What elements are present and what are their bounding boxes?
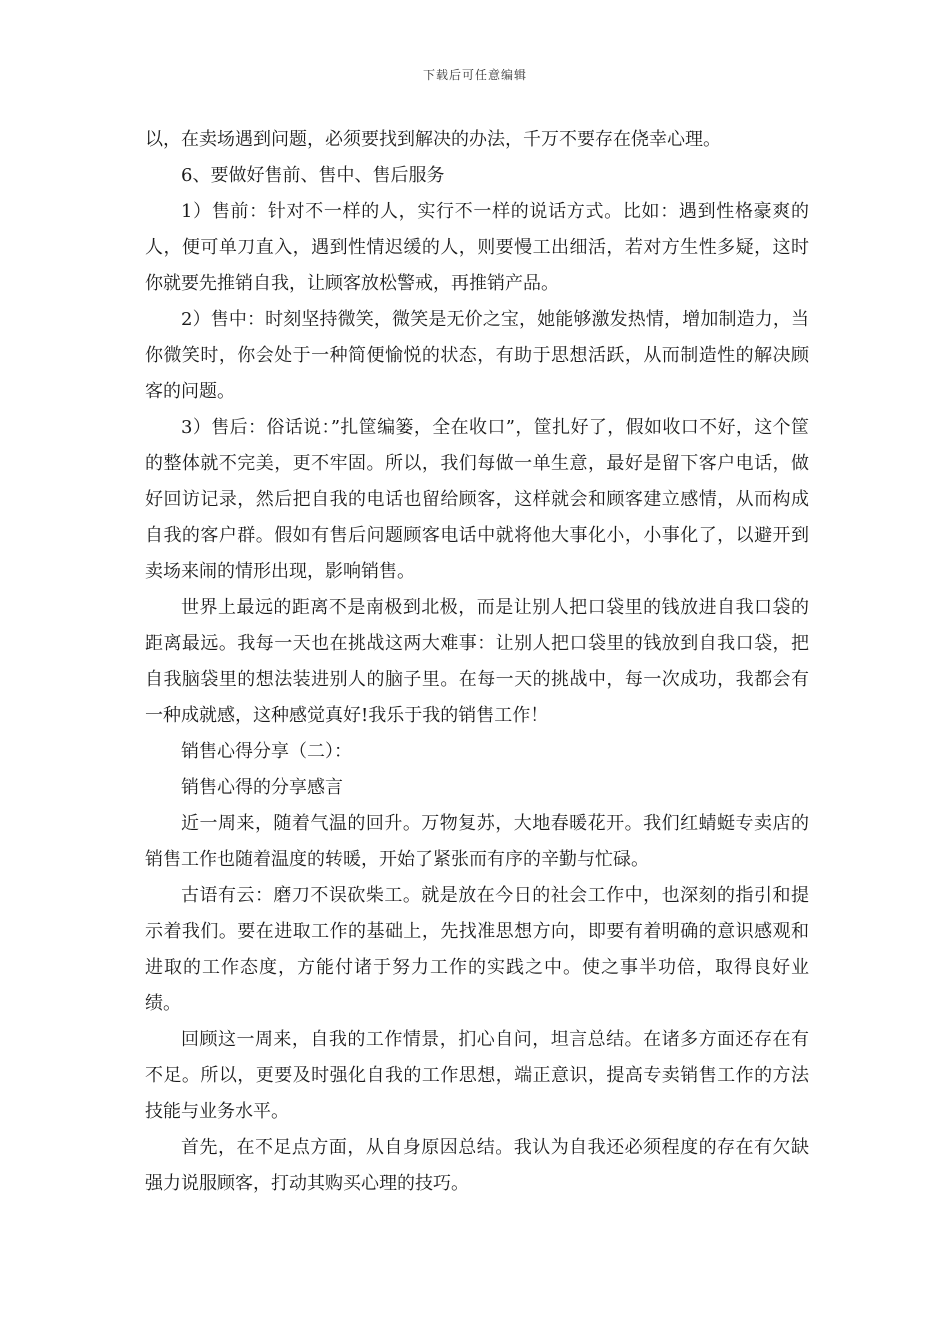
section-heading-part-two: 销售心得分享（二）： [181, 741, 352, 762]
paragraph-continuation: 以，在卖场遇到问题，必须要找到解决的办法，千万不要存在侥幸心理。 [145, 129, 721, 150]
paragraph-distance: 世界上最远的距离不是南极到北极，而是让别人把口袋里的钱放进自我口袋的距离最远。我每一天也在挑战这两大难事：让别人把口袋里的钱放到自我口袋，把自我脑袋里的想法装进别人的脑子里。在每一天的挑战中，每一次成功，我都会有一种成就感，这种感觉真好!我乐于我的销售工作！ [145, 597, 809, 726]
paragraph-week-intro: 近一周来，随着气温的回升。万物复苏，大地春暖花开。我们红蜻蜓专卖店的销售工作也随着温度的转暖，开始了紧张而有序的辛勤与忙碌。 [145, 813, 809, 870]
paragraph-proverb: 古语有云：磨刀不误砍柴工。就是放在今日的社会工作中，也深刻的指引和提示着我们。要在进取工作的基础上，先找准思想方向，即要有着明确的意识感观和进取的工作态度，方能付诸于努力工作的实践之中。使之事半功倍，取得良好业绩。 [145, 885, 809, 1014]
document-body [145, 122, 809, 1202]
section-subtitle: 销售心得的分享感言 [181, 777, 343, 798]
paragraph-review: 回顾这一周来，自我的工作情景，扪心自问，坦言总结。在诸多方面还存在有不足。所以，更要及时强化自我的工作思想，端正意识，提高专卖销售工作的方法技能与业务水平。 [145, 1029, 809, 1122]
paragraph-shortcomings: 首先，在不足点方面，从自身原因总结。我认为自我还必须程度的存在有欠缺强力说服顾客，打动其购买心理的技巧。 [145, 1137, 809, 1194]
paragraph-pre-sale: 1）售前：针对不一样的人，实行不一样的说话方式。比如：遇到性格豪爽的人，便可单刀直入，遇到性情迟缓的人，则要慢工出细活，若对方生性多疑，这时你就要先推销自我，让顾客放松警戒，再推销产品。 [145, 201, 809, 294]
paragraph-in-sale: 2）售中：时刻坚持微笑，微笑是无价之宝，她能够激发热情，增加制造力，当你微笑时，你会处于一种简便愉悦的状态，有助于思想活跃，从而制造性的解决顾客的问题。 [145, 309, 809, 402]
page-header: 下载后可任意编辑 [422, 68, 527, 82]
paragraph-after-sale: 3）售后：俗话说：”扎筐编篓，全在收口”，筐扎好了，假如收口不好，这个筐的整体就不完美，更不牢固。所以，我们每做一单生意，最好是留下客户电话，做好回访记录，然后把自我的电话也留给顾客，这样就会和顾客建立感情，从而构成自我的客户群。假如有售后问题顾客电话中就将他大事化小，小事化了，以避开到卖场来闹的情形出现，影响销售。 [145, 417, 809, 582]
section-heading-service: 6、要做好售前、售中、售后服务 [181, 165, 445, 186]
